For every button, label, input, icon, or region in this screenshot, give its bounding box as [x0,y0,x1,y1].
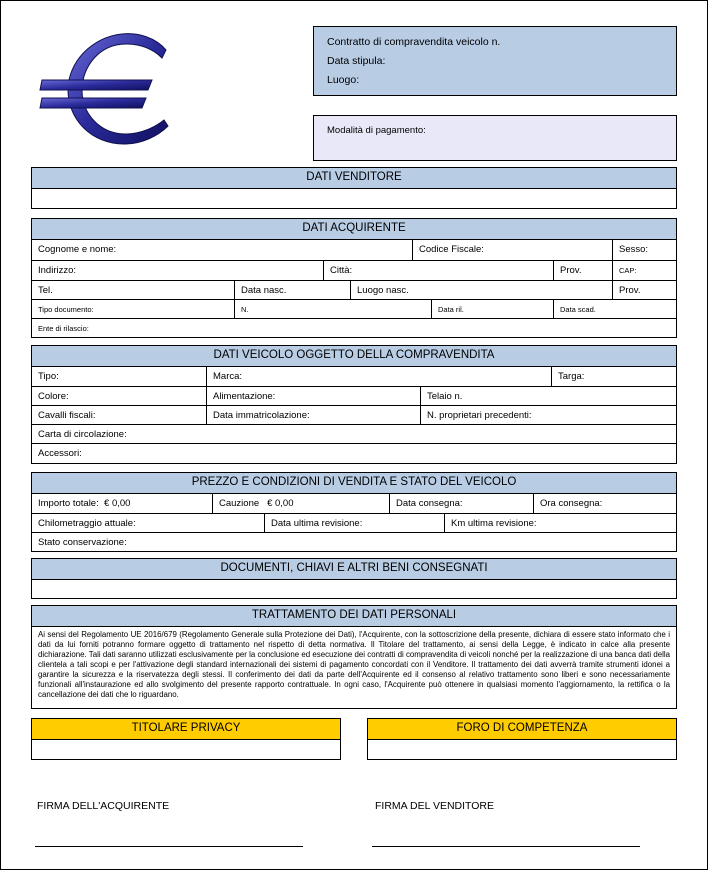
phone-field[interactable]: Tel. [38,285,53,296]
price-row-1 [32,494,676,514]
vehicle-row-4 [32,425,676,444]
buyer-title: DATI ACQUIRENTE [32,219,676,240]
surname-name-field[interactable]: Cognome e nome: [38,244,117,255]
mileage-field[interactable]: Chilometraggio attuale: [38,518,136,529]
privacy-text: Ai sensi del Regolamento UE 2016/679 (Regolamento Generale sulla Protezione dei Dati), l'Acquirente, con la sottoscrizione della presente, dichiara di essere stato informato che i dati da lui forniti potranno formare oggetto di trattamento nel rispetto di detta normativa. Il Titolare del trattamento, ai sensi della Legge, è indicato in calce alla presente dichiarazione. Tali dati saranno utilizzati esclusivamente per la conclusione ed esecuzione dei contratti di compravendita di veicoli nonché per la realizzazione di una banca dati della clientela a tali scopi e per l'attivazione degli standard internazionali dei sistemi di pagamento concordati con il Venditore. Il trattamento dei dati avverrà tramite strumenti idonei a garantire la sicurezza e la riservatezza degli stessi. Il conferimento dei dati da parte dell'Acquirente ed il consenso al relativo trattamento sono liberi e sono necessariamente funzionali all'instaurazione ed allo svolgimento del presente rapporto contrattuale. In ogni caso, l'Acquirente può ottenere in qualsiasi momento l'aggiornamento, la rettifica o la cancellazione dei dati che lo riguardano. [38,630,670,699]
vehicle-color-field[interactable]: Colore: [38,391,69,402]
vehicle-previous-owners-field[interactable]: N. proprietari precedenti: [420,406,676,424]
seller-signature-label: FIRMA DEL VENDITORE [375,800,495,812]
tax-code-field[interactable]: Codice Fiscale: [412,240,612,260]
documents-title: DOCUMENTI, CHIAVI E ALTRI BENI CONSEGNATI [32,559,676,580]
province-field[interactable]: Prov. [553,261,612,280]
payment-method-box [313,115,677,161]
issue-date-field[interactable]: Data ril. [431,300,553,318]
expiry-date-field[interactable]: Data scad. [553,300,676,318]
buyer-signature-label: FIRMA DELL'ACQUIRENTE [37,800,170,812]
buyer-row-5 [32,319,676,338]
vehicle-row-1 [32,367,676,387]
jurisdiction-title: FORO DI COMPETENZA [368,719,676,740]
issuer-field[interactable]: Ente di rilascio: [38,324,89,333]
privacy-owner-title: TITOLARE PRIVACY [32,719,340,740]
privacy-section [31,605,677,709]
seller-title: DATI VENDITORE [32,168,676,189]
vehicle-title: DATI VEICOLO OGGETTO DELLA COMPRAVENDITA [32,346,676,367]
deposit-label: Cauzione [219,498,260,509]
privacy-owner-field[interactable] [32,740,340,760]
birth-place-field[interactable]: Luogo nasc. [350,281,612,299]
last-revision-km-field[interactable]: Km ultima revisione: [444,514,676,532]
jurisdiction-field[interactable] [368,740,676,760]
buyer-signature-line[interactable] [35,846,303,847]
documents-section [31,558,677,599]
payment-method-label: Modalità di pagamento: [327,125,426,136]
buyer-row-2 [32,261,676,281]
buyer-section [31,218,677,338]
document-type-field[interactable]: Tipo documento: [38,305,94,314]
condition-field[interactable]: Stato conservazione: [38,537,127,548]
buyer-row-4 [32,300,676,319]
buyer-row-1 [32,240,676,261]
vehicle-registration-date-field[interactable]: Data immatricolazione: [206,406,420,424]
vehicle-accessories-field[interactable]: Accessori: [38,448,82,459]
price-row-3 [32,533,676,552]
vehicle-plate-field[interactable]: Targa: [551,367,676,386]
sex-field[interactable]: Sesso: [612,240,676,260]
vehicle-row-3 [32,406,676,425]
price-row-2 [32,514,676,533]
birth-province-field[interactable]: Prov. [612,281,676,299]
document-number-field[interactable]: N. [234,300,431,318]
deposit-field[interactable] [212,494,389,513]
total-amount-value: € 0,00 [104,498,131,509]
price-section [31,472,677,552]
jurisdiction-section [367,718,677,760]
privacy-owner-section [31,718,341,760]
vehicle-brand-field[interactable]: Marca: [206,367,551,386]
zip-field[interactable]: CAP: [612,261,676,280]
city-field[interactable]: Città: [323,261,553,280]
vehicle-horsepower-field[interactable]: Cavalli fiscali: [38,410,96,421]
total-amount-label: Importo totale: [38,498,99,509]
contract-number-label: Contratto di compravendita veicolo n. [327,36,501,48]
birth-date-field[interactable]: Data nasc. [234,281,350,299]
euro-icon [38,30,188,150]
privacy-title: TRATTAMENTO DEI DATI PERSONALI [32,606,676,627]
delivery-date-field[interactable]: Data consegna: [389,494,533,513]
documents-field[interactable] [32,580,676,599]
total-amount-field[interactable] [32,494,212,513]
seller-signature-line[interactable] [372,846,640,847]
contract-info-box [313,26,677,96]
seller-field[interactable] [32,189,676,209]
buyer-row-3 [32,281,676,300]
address-field[interactable]: Indirizzo: [38,265,77,276]
vehicle-fuel-field[interactable]: Alimentazione: [206,387,420,405]
vehicle-frame-field[interactable]: Telaio n. [420,387,676,405]
vehicle-section [31,345,677,464]
price-title: PREZZO E CONDIZIONI DI VENDITA E STATO DEL VEICOLO [32,473,676,494]
vehicle-row-5 [32,444,676,464]
vehicle-type-field[interactable]: Tipo: [38,371,59,382]
vehicle-registration-doc-field[interactable]: Carta di circolazione: [38,429,127,440]
contract-place-label: Luogo: [327,74,360,86]
contract-date-label: Data stipula: [327,55,386,67]
deposit-value: € 0,00 [267,498,294,509]
seller-section [31,167,677,209]
delivery-time-field[interactable]: Ora consegna: [533,494,676,513]
vehicle-row-2 [32,387,676,406]
last-revision-date-field[interactable]: Data ultima revisione: [264,514,444,532]
